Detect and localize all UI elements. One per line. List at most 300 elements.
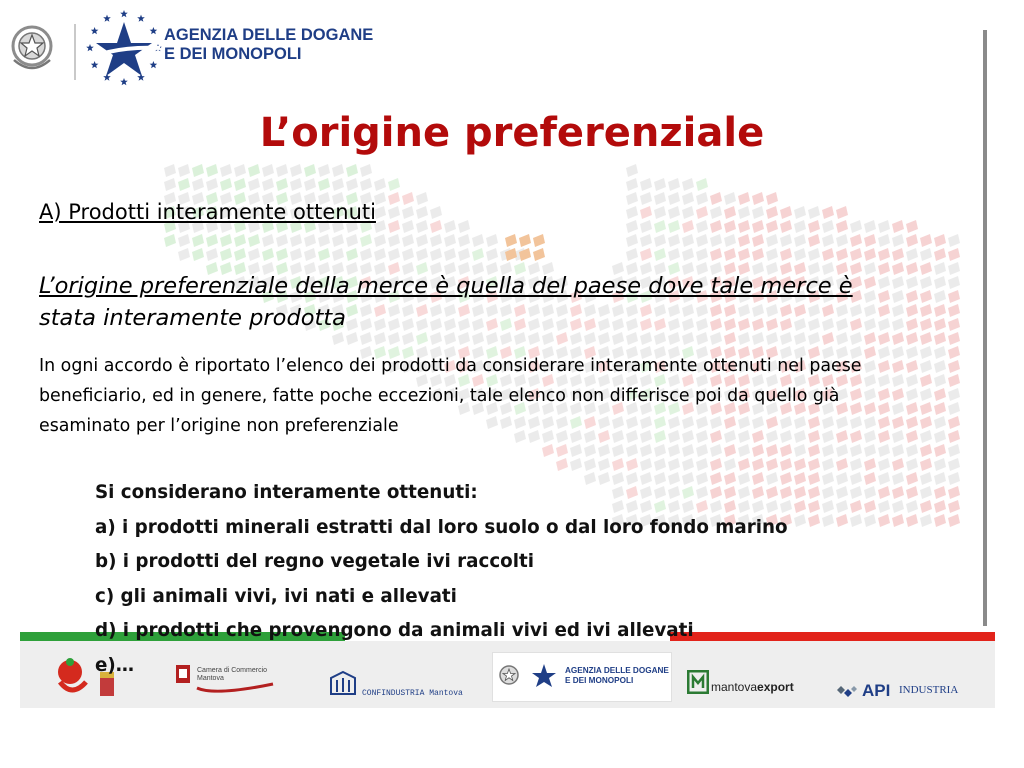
map-tile bbox=[318, 234, 330, 247]
map-tile bbox=[360, 164, 372, 177]
map-tile bbox=[710, 248, 722, 261]
map-tile bbox=[318, 248, 330, 261]
map-tile bbox=[738, 444, 750, 457]
map-tile bbox=[668, 234, 680, 247]
map-tile bbox=[654, 178, 666, 191]
map-tile bbox=[164, 164, 176, 177]
map-tile bbox=[808, 234, 820, 247]
map-tile bbox=[192, 178, 204, 191]
map-tile bbox=[724, 444, 736, 457]
map-tile bbox=[808, 500, 820, 513]
map-tile bbox=[458, 234, 470, 247]
api-label: API bbox=[862, 681, 891, 700]
map-tile bbox=[724, 248, 736, 261]
map-tile bbox=[416, 234, 428, 247]
map-tile bbox=[640, 248, 652, 261]
map-tile bbox=[878, 248, 890, 261]
ring-star bbox=[150, 61, 158, 68]
api-industria-icon bbox=[836, 684, 858, 700]
map-tile bbox=[234, 164, 246, 177]
map-tile bbox=[864, 444, 876, 457]
agency-name bbox=[164, 26, 373, 64]
map-tile bbox=[766, 234, 778, 247]
map-tile bbox=[822, 458, 834, 471]
map-tile bbox=[430, 248, 442, 261]
map-tile bbox=[654, 206, 666, 219]
map-tile bbox=[948, 500, 960, 513]
map-tile bbox=[738, 206, 750, 219]
map-tile bbox=[710, 444, 722, 457]
map-tile bbox=[612, 444, 624, 457]
footer-agency-line1: AGENZIA DELLE DOGANE bbox=[565, 666, 669, 675]
map-tile bbox=[472, 234, 484, 247]
map-tile bbox=[934, 514, 946, 527]
map-tile bbox=[906, 486, 918, 499]
map-tile bbox=[794, 500, 806, 513]
map-tile bbox=[654, 220, 666, 233]
list-item: a) i prodotti minerali estratti dal loro suolo o dal loro fondo marino bbox=[95, 516, 788, 538]
map-tile bbox=[206, 248, 218, 261]
map-tile bbox=[752, 234, 764, 247]
map-tile bbox=[850, 248, 862, 261]
map-tile bbox=[262, 234, 274, 247]
map-tile bbox=[360, 234, 372, 247]
map-tile bbox=[430, 234, 442, 247]
map-tile bbox=[682, 458, 694, 471]
map-tile bbox=[920, 472, 932, 485]
map-tile bbox=[948, 486, 960, 499]
map-tile bbox=[808, 248, 820, 261]
map-tile bbox=[626, 164, 638, 177]
map-tile bbox=[836, 472, 848, 485]
map-tile bbox=[822, 444, 834, 457]
map-tile bbox=[780, 234, 792, 247]
map-tile bbox=[780, 248, 792, 261]
map-tile bbox=[192, 164, 204, 177]
map-tile bbox=[906, 220, 918, 233]
map-tile bbox=[626, 248, 638, 261]
map-tile bbox=[654, 192, 666, 205]
map-tile bbox=[668, 192, 680, 205]
map-tile bbox=[248, 164, 260, 177]
map-tile bbox=[934, 500, 946, 513]
body-line: esaminato per l’origine non preferenziale bbox=[39, 416, 399, 436]
map-tile bbox=[920, 486, 932, 499]
map-tile bbox=[920, 234, 932, 247]
map-tile bbox=[794, 444, 806, 457]
map-tile bbox=[794, 458, 806, 471]
map-tile bbox=[402, 220, 414, 233]
map-tile bbox=[696, 178, 708, 191]
map-tile bbox=[542, 444, 554, 457]
list-item: d) i prodotti che provengono da animali vivi ed ivi allevati bbox=[95, 620, 694, 641]
map-tile bbox=[668, 444, 680, 457]
map-tile bbox=[304, 248, 316, 261]
map-tile bbox=[878, 500, 890, 513]
map-tile bbox=[262, 248, 274, 261]
map-tile bbox=[696, 234, 708, 247]
map-tile bbox=[248, 234, 260, 247]
ring-star bbox=[150, 27, 158, 34]
footer-agency-line2: E DEI MONOPOLI bbox=[565, 676, 634, 685]
map-tile bbox=[640, 234, 652, 247]
body-line: beneficiario, ed in genere, fatte poche eccezioni, tale elenco non differisce poi da quello già bbox=[39, 386, 840, 406]
map-tile bbox=[850, 444, 862, 457]
ring-star bbox=[120, 78, 128, 85]
map-tile bbox=[892, 500, 904, 513]
map-tile bbox=[822, 514, 834, 527]
map-tile bbox=[505, 234, 517, 247]
map-tile bbox=[794, 486, 806, 499]
map-tile bbox=[640, 192, 652, 205]
map-tile bbox=[416, 206, 428, 219]
map-tile bbox=[836, 234, 848, 247]
map-tile bbox=[696, 206, 708, 219]
map-tile bbox=[519, 234, 531, 247]
map-tile bbox=[164, 234, 176, 247]
map-tile bbox=[878, 458, 890, 471]
map-tile bbox=[724, 220, 736, 233]
map-tile bbox=[850, 514, 862, 527]
map-tile bbox=[892, 444, 904, 457]
map-tile bbox=[892, 234, 904, 247]
industria-label: INDUSTRIA bbox=[899, 684, 959, 696]
map-tile bbox=[458, 220, 470, 233]
ring-star bbox=[91, 61, 99, 68]
map-tile bbox=[710, 234, 722, 247]
map-tile bbox=[710, 206, 722, 219]
map-tile bbox=[290, 178, 302, 191]
map-tile bbox=[794, 234, 806, 247]
map-tile bbox=[794, 220, 806, 233]
map-tile bbox=[458, 248, 470, 261]
map-tile bbox=[682, 178, 694, 191]
map-tile bbox=[836, 500, 848, 513]
map-tile bbox=[332, 234, 344, 247]
map-tile bbox=[220, 178, 232, 191]
map-tile bbox=[640, 444, 652, 457]
map-tile bbox=[318, 178, 330, 191]
map-tile bbox=[444, 234, 456, 247]
map-tile bbox=[892, 458, 904, 471]
map-tile bbox=[626, 220, 638, 233]
map-tile bbox=[934, 472, 946, 485]
map-tile bbox=[794, 206, 806, 219]
map-tile bbox=[892, 486, 904, 499]
map-tile bbox=[346, 178, 358, 191]
map-tile bbox=[626, 192, 638, 205]
map-tile bbox=[766, 248, 778, 261]
map-tile bbox=[584, 458, 596, 471]
map-tile bbox=[346, 248, 358, 261]
map-tile bbox=[822, 220, 834, 233]
map-tile bbox=[878, 472, 890, 485]
map-tile bbox=[738, 220, 750, 233]
chamber-swoosh-icon bbox=[195, 682, 275, 696]
map-tile bbox=[682, 192, 694, 205]
map-tile bbox=[533, 234, 545, 247]
map-tile bbox=[864, 486, 876, 499]
map-tile bbox=[808, 514, 820, 527]
obtained-products-list bbox=[95, 476, 788, 683]
map-tile bbox=[934, 234, 946, 247]
map-tile bbox=[612, 458, 624, 471]
map-tile bbox=[290, 248, 302, 261]
map-tile bbox=[178, 178, 190, 191]
map-tile bbox=[682, 220, 694, 233]
map-tile bbox=[248, 178, 260, 191]
map-tile bbox=[780, 220, 792, 233]
map-tile bbox=[864, 220, 876, 233]
map-tile bbox=[682, 248, 694, 261]
map-tile bbox=[892, 220, 904, 233]
map-tile bbox=[822, 234, 834, 247]
map-tile bbox=[850, 472, 862, 485]
map-tile bbox=[934, 486, 946, 499]
map-tile bbox=[332, 178, 344, 191]
map-tile bbox=[948, 514, 960, 527]
map-tile bbox=[626, 234, 638, 247]
section-subtitle: A) Prodotti interamente ottenuti bbox=[39, 200, 376, 224]
map-tile bbox=[430, 220, 442, 233]
definition-line: L’origine preferenziale della merce è quella del paese dove tale merce è bbox=[39, 273, 853, 299]
map-tile bbox=[906, 234, 918, 247]
map-tile bbox=[864, 500, 876, 513]
map-tile bbox=[934, 248, 946, 261]
map-tile bbox=[766, 444, 778, 457]
map-tile bbox=[178, 164, 190, 177]
agency-name-line1: AGENZIA DELLE DOGANE bbox=[164, 26, 374, 44]
map-tile bbox=[780, 206, 792, 219]
chamber-line1: Camera di Commercio bbox=[197, 667, 268, 674]
map-tile bbox=[332, 248, 344, 261]
list-item: c) gli animali vivi, ivi nati e allevati bbox=[95, 585, 457, 607]
map-tile bbox=[752, 206, 764, 219]
map-tile bbox=[822, 248, 834, 261]
map-tile bbox=[374, 178, 386, 191]
map-tile bbox=[920, 514, 932, 527]
logo-divider bbox=[74, 24, 76, 80]
map-tile bbox=[906, 500, 918, 513]
map-tile bbox=[766, 192, 778, 205]
map-tile bbox=[864, 248, 876, 261]
map-tile bbox=[388, 206, 400, 219]
definition-line: stata interamente prodotta bbox=[39, 305, 346, 331]
map-tile bbox=[206, 234, 218, 247]
map-tile bbox=[850, 234, 862, 247]
slide-title: L’origine preferenziale bbox=[259, 110, 765, 156]
map-tile bbox=[836, 444, 848, 457]
map-tile bbox=[220, 248, 232, 261]
map-tile bbox=[290, 234, 302, 247]
map-tile bbox=[332, 164, 344, 177]
map-tile bbox=[192, 248, 204, 261]
map-tile bbox=[724, 234, 736, 247]
map-tile bbox=[626, 178, 638, 191]
map-tile bbox=[178, 234, 190, 247]
map-tile bbox=[416, 220, 428, 233]
map-tile bbox=[248, 248, 260, 261]
map-tile bbox=[533, 248, 545, 261]
map-tile bbox=[906, 458, 918, 471]
map-tile bbox=[948, 472, 960, 485]
map-tile bbox=[934, 458, 946, 471]
map-tile bbox=[556, 458, 568, 471]
map-tile bbox=[388, 234, 400, 247]
map-tile bbox=[766, 458, 778, 471]
map-tile bbox=[626, 444, 638, 457]
body-line: In ogni accordo è riportato l’elenco dei prodotti da considerare interamente ottenuti nel paese bbox=[39, 356, 862, 376]
map-tile bbox=[346, 234, 358, 247]
map-tile bbox=[416, 248, 428, 261]
map-tile bbox=[220, 164, 232, 177]
map-tile bbox=[906, 444, 918, 457]
map-tile bbox=[738, 458, 750, 471]
map-tile bbox=[710, 458, 722, 471]
map-tile bbox=[738, 192, 750, 205]
agency-name-line2: E DEI MONOPOLI bbox=[164, 45, 302, 63]
mantova-word: mantova bbox=[711, 680, 758, 694]
map-tile bbox=[850, 486, 862, 499]
map-tile bbox=[570, 458, 582, 471]
map-tile bbox=[654, 234, 666, 247]
map-tile bbox=[402, 206, 414, 219]
map-tile bbox=[920, 500, 932, 513]
map-tile bbox=[682, 234, 694, 247]
ring-star bbox=[120, 10, 128, 17]
map-tile bbox=[374, 234, 386, 247]
map-tile bbox=[430, 206, 442, 219]
map-tile bbox=[864, 234, 876, 247]
map-tile bbox=[920, 458, 932, 471]
map-tile bbox=[752, 220, 764, 233]
map-tile bbox=[822, 206, 834, 219]
map-tile bbox=[360, 248, 372, 261]
map-tile bbox=[654, 458, 666, 471]
map-tile bbox=[668, 458, 680, 471]
map-tile bbox=[808, 220, 820, 233]
map-tile bbox=[780, 458, 792, 471]
map-tile bbox=[696, 444, 708, 457]
list-item: e)… bbox=[95, 654, 135, 676]
list-item: Si considerano interamente ottenuti: bbox=[95, 482, 478, 503]
map-tile bbox=[878, 220, 890, 233]
map-tile bbox=[892, 514, 904, 527]
map-tile bbox=[668, 206, 680, 219]
body-paragraph bbox=[39, 351, 1024, 441]
map-tile bbox=[878, 444, 890, 457]
map-tile bbox=[948, 444, 960, 457]
map-tile bbox=[290, 164, 302, 177]
map-tile bbox=[416, 192, 428, 205]
map-tile bbox=[402, 192, 414, 205]
map-tile bbox=[822, 500, 834, 513]
map-tile bbox=[948, 248, 960, 261]
map-tile bbox=[724, 458, 736, 471]
map-tile bbox=[486, 248, 498, 261]
map-tile bbox=[836, 486, 848, 499]
confindustria-label: CONFINDUSTRIA Mantova bbox=[362, 689, 463, 698]
map-tile bbox=[948, 234, 960, 247]
map-tile bbox=[388, 178, 400, 191]
map-tile bbox=[948, 458, 960, 471]
map-tile bbox=[878, 486, 890, 499]
map-tile bbox=[794, 472, 806, 485]
map-tile bbox=[752, 248, 764, 261]
map-tile bbox=[808, 206, 820, 219]
map-tile bbox=[472, 248, 484, 261]
ring-star bbox=[86, 44, 94, 51]
map-tile bbox=[640, 458, 652, 471]
map-tile bbox=[738, 248, 750, 261]
map-tile bbox=[794, 248, 806, 261]
map-tile bbox=[864, 514, 876, 527]
map-tile bbox=[864, 472, 876, 485]
map-tile bbox=[220, 234, 232, 247]
map-tile bbox=[388, 192, 400, 205]
map-tile bbox=[752, 192, 764, 205]
export-word: export bbox=[757, 680, 794, 694]
map-tile bbox=[668, 220, 680, 233]
chamber-line2: Mantova bbox=[197, 675, 224, 682]
map-tile bbox=[402, 234, 414, 247]
map-tile bbox=[374, 248, 386, 261]
map-tile bbox=[556, 444, 568, 457]
map-tile bbox=[360, 178, 372, 191]
map-tile bbox=[696, 458, 708, 471]
map-tile bbox=[640, 178, 652, 191]
map-tile bbox=[192, 234, 204, 247]
map-tile bbox=[808, 486, 820, 499]
map-tile bbox=[164, 178, 176, 191]
map-tile bbox=[346, 164, 358, 177]
map-tile bbox=[850, 458, 862, 471]
map-tile bbox=[710, 192, 722, 205]
map-tile bbox=[668, 248, 680, 261]
map-tile bbox=[724, 206, 736, 219]
map-tile bbox=[752, 458, 764, 471]
map-tile bbox=[836, 458, 848, 471]
map-tile bbox=[486, 234, 498, 247]
map-tile bbox=[206, 164, 218, 177]
map-tile bbox=[206, 178, 218, 191]
map-tile bbox=[906, 472, 918, 485]
map-tile bbox=[752, 444, 764, 457]
map-tile bbox=[892, 248, 904, 261]
map-tile bbox=[850, 220, 862, 233]
map-tile bbox=[724, 192, 736, 205]
map-tile bbox=[696, 248, 708, 261]
map-tile bbox=[276, 248, 288, 261]
map-tile bbox=[304, 234, 316, 247]
map-tile bbox=[402, 248, 414, 261]
map-tile bbox=[640, 220, 652, 233]
map-tile bbox=[794, 514, 806, 527]
map-tile bbox=[444, 248, 456, 261]
map-tile bbox=[766, 206, 778, 219]
map-tile bbox=[654, 248, 666, 261]
map-tile bbox=[836, 514, 848, 527]
map-tile bbox=[234, 234, 246, 247]
list-item: b) i prodotti del regno vegetale ivi raccolti bbox=[95, 551, 534, 572]
map-tile bbox=[822, 472, 834, 485]
map-tile bbox=[178, 248, 190, 261]
map-tile bbox=[780, 444, 792, 457]
agency-star-circle-icon bbox=[80, 8, 164, 90]
map-tile bbox=[934, 444, 946, 457]
map-tile bbox=[822, 486, 834, 499]
ring-star bbox=[91, 27, 99, 34]
